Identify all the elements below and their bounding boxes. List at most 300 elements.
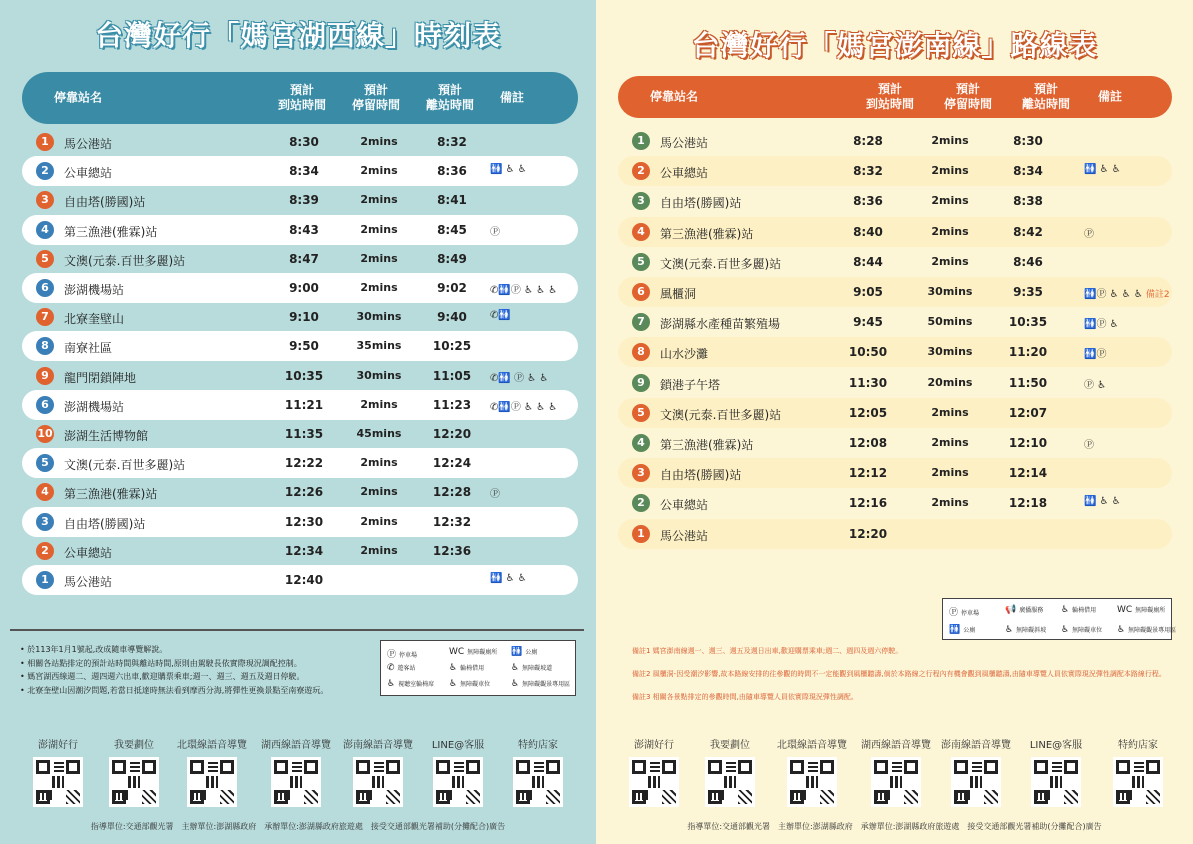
legend-label: 視聽室輪椅席 (398, 681, 435, 688)
station-name: 澎湖機場站 (64, 399, 125, 414)
table-row (22, 448, 578, 478)
table-row (618, 307, 1172, 337)
station-name: 風櫃洞 (660, 287, 697, 301)
table-row (22, 127, 578, 157)
depart-time: 12:14 (1008, 466, 1048, 481)
table-row (618, 428, 1172, 458)
qr-code-icon[interactable] (433, 757, 483, 807)
legend-label: 停車場 (961, 610, 980, 617)
table-row (22, 477, 578, 507)
facility-icons (1084, 285, 1170, 300)
legend-icon: ♿ (449, 663, 458, 673)
legend-icon: ♿ (511, 663, 520, 673)
stay-duration: 2mins (360, 397, 398, 411)
qr-code-icon[interactable] (705, 757, 755, 807)
station-number-badge: 10 (36, 425, 54, 443)
arrive-time: 8:47 (289, 251, 319, 266)
legend-icon: ✆ (387, 663, 395, 673)
facility-icons-text: 🚻Ⓟ ♿ ♿ ♿ (1084, 289, 1143, 300)
facility-icons-text: Ⓟ (1084, 228, 1094, 240)
arrive-time: 9:50 (289, 339, 319, 354)
note: 備註2 風櫃洞-因受潮汐影響,故本路線安排的往參觀的時間不一定能觀到風櫃聽濤,倘於本路線之行程內有機會觀到風櫃聽濤,由隨車導覽人員依實際現況彈性調配本路線行程。 (632, 670, 1166, 678)
arrive-time: 8:30 (289, 135, 319, 149)
legend-icon: ♿ (387, 679, 396, 689)
station-number-badge: 4 (36, 221, 54, 239)
header-remark: 備註 (500, 90, 525, 105)
qr-label: 澎南線語音導覽 (941, 740, 1011, 751)
depart-time: 12:07 (1008, 405, 1048, 420)
note: • 於113年1月1號起,改成隨車導覽解說。 (20, 645, 168, 654)
table-row (618, 247, 1172, 277)
depart-time: 8:36 (437, 164, 467, 179)
arrive-time: 12:08 (848, 436, 888, 450)
legend-item (449, 663, 484, 673)
depart-time: 9:02 (437, 281, 467, 295)
legend-icon: ♿ (1117, 625, 1126, 635)
header-station: 停靠站名 (54, 90, 103, 105)
station-number-badge: 7 (632, 313, 650, 331)
arrive-time: 11:30 (848, 375, 888, 390)
facility-icons (1084, 345, 1109, 360)
facility-icons (1084, 225, 1097, 240)
facility-icons (490, 485, 500, 500)
stay-duration: 20mins (927, 375, 973, 389)
station-name: 馬公港站 (660, 528, 709, 543)
header-stay: 預計 停留時間 (352, 83, 401, 112)
facility-icons-text: Ⓟ (490, 226, 500, 238)
stay-duration: 2mins (931, 405, 969, 419)
arrive-time: 10:50 (848, 345, 888, 360)
depart-time: 8:32 (437, 135, 467, 149)
left-footer: 指導單位:交通部觀光署 主辦單位:澎湖縣政府 承辦單位:澎湖縣政府旅遊處 接受交通部觀光署補助(分攤配合)廣告 (90, 822, 506, 831)
note: • 相關各站點排定的預計站時間與離站時間,原則由駕駛長依實際現況調配控制。 (20, 658, 302, 668)
depart-time: 12:32 (432, 514, 472, 529)
left-panel-huxi-line (0, 0, 596, 844)
arrive-time: 11:35 (284, 427, 324, 441)
facility-icons-text: Ⓟ ♿ (1084, 379, 1107, 391)
stay-duration: 30mins (927, 285, 973, 298)
header-arrive: 預計 到站時間 (866, 82, 915, 111)
table-row (618, 368, 1172, 398)
legend-label: 無障礙廁所 (467, 649, 498, 656)
station-number-badge: 4 (632, 223, 650, 241)
legend-icon: ♿ (511, 679, 520, 689)
legend-icon: ♿ (1061, 625, 1070, 635)
table-row (22, 215, 578, 245)
stay-duration: 2mins (931, 164, 969, 178)
station-name: 公車總站 (660, 166, 709, 181)
facility-icons-text: Ⓟ (490, 489, 500, 501)
facility-icons (1084, 436, 1097, 451)
stay-duration: 2mins (360, 251, 398, 265)
station-number-badge: 2 (36, 162, 54, 180)
station-name: 第三漁港(雅霖)站 (660, 438, 754, 452)
station-name: 文澳(元泰.百世多麗)站 (660, 407, 782, 422)
legend-item (511, 647, 537, 657)
facility-icons (1084, 527, 1087, 538)
qr-label: LINE@客服 (431, 740, 485, 751)
facility-icons (490, 223, 500, 238)
facility-icons (1084, 255, 1087, 266)
depart-time: 8:42 (1013, 224, 1043, 239)
qr-label: 我要劃位 (114, 740, 154, 751)
legend-icon: 🚻 (511, 647, 523, 657)
depart-time: 11:20 (1008, 345, 1048, 360)
arrive-time: 11:21 (284, 397, 324, 412)
stay-duration: 2mins (360, 135, 398, 148)
station-number-badge: 2 (36, 542, 54, 560)
depart-time: 8:49 (437, 251, 467, 266)
arrive-time: 8:32 (853, 164, 883, 179)
facility-icons-text: 🚻 ♿ ♿ (490, 164, 527, 176)
station-number-badge: 9 (632, 374, 650, 392)
depart-time: 11:50 (1008, 375, 1048, 390)
stay-duration: 2mins (360, 514, 398, 528)
qr-label: 澎湖好行 (38, 740, 78, 751)
arrive-time: 10:35 (284, 368, 324, 383)
qr-label: 北環線語音導覽 (777, 740, 847, 751)
note: 備註1 媽宮澎南線週一、週三、週五及週日出車,歡迎購票乘車;週二、週四及週六停駛。 (632, 647, 903, 655)
facility-icons-text: 🚻Ⓟ (1084, 349, 1107, 361)
legend-label: 公廁 (963, 627, 976, 634)
stay-duration: 50mins (927, 315, 973, 329)
qr-code-item[interactable] (428, 736, 488, 807)
facility-icons (1084, 406, 1087, 417)
station-number-badge: 6 (632, 283, 650, 301)
legend-label: 公廁 (525, 649, 538, 656)
stay-duration: 2mins (360, 485, 398, 499)
qr-code-item[interactable] (508, 736, 568, 807)
arrive-time: 9:05 (853, 285, 883, 299)
table-row (618, 398, 1172, 428)
qr-label: LINE@客服 (1029, 740, 1083, 751)
depart-time: 9:35 (1013, 285, 1043, 299)
legend-label: 輪椅借用 (460, 665, 485, 672)
left-notes (20, 643, 380, 697)
station-name: 文澳(元泰.百世多麗)站 (64, 253, 186, 268)
stay-duration: 30mins (356, 368, 402, 382)
header-stay: 預計 停留時間 (944, 82, 993, 111)
station-name: 山水沙灘 (660, 347, 709, 362)
table-row (22, 390, 578, 420)
qr-label: 澎湖好行 (634, 740, 674, 751)
depart-time: 12:36 (432, 543, 472, 558)
legend-item (949, 625, 975, 635)
legend-label: 無障礙坡道 (522, 665, 553, 672)
station-number-badge: 1 (36, 571, 54, 589)
legend-item (449, 647, 497, 657)
legend-icon: Ⓟ (387, 650, 397, 660)
left-divider (10, 629, 584, 631)
left-legend (380, 640, 576, 696)
facility-icons-text: ✆🚻Ⓟ ♿ ♿ ♿ (490, 401, 558, 413)
legend-label: 廣播服務 (1019, 607, 1044, 614)
stay-duration: 35mins (356, 339, 402, 353)
qr-code-item[interactable] (941, 736, 1011, 807)
legend-label: 無障礙廁所 (1135, 607, 1166, 614)
depart-time: 8:41 (437, 193, 467, 208)
station-number-badge: 6 (36, 279, 54, 297)
legend-label: 停車場 (399, 652, 418, 659)
right-legend (942, 598, 1177, 640)
facility-icons-text: Ⓟ (1084, 440, 1094, 451)
legend-label: 輪椅借用 (1072, 607, 1097, 614)
qr-code-item[interactable] (777, 736, 847, 807)
station-name: 馬公港站 (660, 136, 709, 150)
legend-label: 無障礙斜坡 (1016, 627, 1047, 634)
arrive-time: 8:44 (853, 254, 883, 269)
legend-label: 遊客站 (397, 665, 416, 672)
left-table-header (22, 72, 578, 124)
table-row (618, 217, 1172, 247)
table-row (618, 126, 1172, 156)
qr-code-icon[interactable] (951, 757, 1001, 807)
qr-label: 我要劃位 (710, 740, 750, 751)
arrive-time: 8:40 (853, 224, 883, 239)
arrive-time: 12:30 (284, 514, 324, 529)
left-page-title: 台灣好行「媽宮湖西線」時刻表 (94, 19, 501, 52)
qr-code-item[interactable] (261, 736, 331, 807)
station-name: 公車總站 (660, 498, 709, 513)
table-row (618, 458, 1172, 488)
depart-time: 8:34 (1013, 164, 1043, 179)
station-number-badge: 2 (632, 494, 650, 512)
arrive-time: 8:43 (289, 222, 319, 237)
table-row (618, 488, 1172, 518)
arrive-time: 8:28 (853, 134, 883, 148)
header-station: 停靠站名 (650, 89, 699, 104)
qr-code-item[interactable] (28, 736, 88, 807)
qr-code-icon[interactable] (787, 757, 837, 807)
station-number-badge: 1 (632, 525, 650, 543)
station-number-badge: 5 (36, 454, 54, 472)
stay-duration: 45mins (356, 427, 402, 440)
station-number-badge: 5 (632, 253, 650, 271)
stay-duration: 2mins (360, 193, 398, 207)
legend-icon: ♿ (449, 679, 458, 689)
table-row (22, 536, 578, 566)
facility-icons (490, 310, 511, 321)
depart-time: 12:18 (1008, 496, 1048, 511)
qr-code-icon[interactable] (1113, 757, 1163, 807)
depart-time: 8:46 (1013, 254, 1043, 269)
qr-label: 澎南線語音導覽 (343, 740, 413, 751)
legend-icon: 📢 (1005, 605, 1017, 615)
qr-code-item[interactable] (1108, 736, 1168, 807)
qr-code-icon[interactable] (33, 757, 83, 807)
qr-label: 特約店家 (1118, 740, 1158, 751)
legend-icon: 🚻 (949, 625, 961, 635)
facility-icons-text: ✆🚻 (490, 310, 511, 322)
legend-item (949, 605, 979, 618)
stay-duration: 2mins (931, 436, 969, 449)
note: • 北寮奎壁山因潮汐問題,若當日抵達時無法看到摩西分海,將彈性更換景點至南寮遊玩。 (20, 685, 329, 695)
station-name: 鎖港子午塔 (660, 377, 721, 392)
arrive-time: 12:22 (284, 456, 324, 471)
table-row (22, 273, 578, 303)
legend-item (387, 679, 434, 689)
stay-duration: 2mins (360, 543, 398, 557)
table-row (22, 419, 578, 449)
header-depart: 預計 離站時間 (1022, 82, 1071, 111)
legend-item (1061, 625, 1102, 635)
arrive-time: 9:10 (289, 310, 319, 325)
facility-icons-text: 🚻 ♿ ♿ (490, 573, 527, 584)
depart-time: 11:05 (432, 368, 472, 383)
right-footer: 指導單位:交通部觀光署 主辦單位:澎湖縣政府 承辦單位:澎湖縣政府旅遊處 接受交通部觀光署補助(分攤配合)廣告 (687, 822, 1102, 831)
facility-icons (490, 398, 557, 413)
arrive-time: 12:12 (848, 466, 888, 481)
qr-label: 湖西線語音導覽 (261, 740, 331, 751)
arrive-time: 8:39 (289, 193, 319, 208)
arrive-time: 12:40 (284, 573, 324, 587)
qr-code-item[interactable] (1026, 736, 1086, 807)
station-number-badge: 9 (36, 367, 54, 385)
qr-code-item[interactable] (177, 736, 247, 807)
remark-note-label: 備註2 (1145, 290, 1170, 300)
station-number-badge: 3 (36, 191, 54, 209)
stay-duration: 2mins (931, 224, 969, 238)
qr-code-item[interactable] (861, 736, 931, 807)
station-name: 北寮奎壁山 (64, 312, 125, 327)
header-depart: 預計 離站時間 (426, 83, 475, 112)
table-row (22, 565, 578, 595)
table-row (618, 337, 1172, 367)
legend-item (1117, 605, 1165, 615)
table-row (22, 244, 578, 274)
station-name: 澎湖生活博物館 (64, 429, 149, 443)
table-row (618, 277, 1172, 307)
facility-icons-text: 🚻 ♿ ♿ (1084, 496, 1121, 508)
legend-item (387, 647, 417, 660)
legend-icon: Ⓟ (949, 608, 959, 618)
depart-time: 8:45 (437, 222, 467, 237)
station-name: 公車總站 (64, 545, 113, 560)
stay-duration: 2mins (360, 222, 398, 236)
depart-time: 8:30 (1013, 134, 1043, 148)
facility-icons-text: ✆🚻Ⓟ ♿ ♿ ♿ (490, 285, 558, 296)
station-number-badge: 2 (632, 162, 650, 180)
station-number-badge: 6 (36, 396, 54, 414)
note: • 媽宮湖西線週二、週四週六出車,歡迎購票乘車;週一、週三、週五及週日停駛。 (20, 672, 305, 681)
depart-time: 12:28 (432, 485, 472, 500)
station-name: 馬公港站 (64, 137, 113, 151)
table-row (22, 331, 578, 361)
qr-code-icon[interactable] (871, 757, 921, 807)
arrive-time: 12:05 (848, 405, 888, 420)
legend-icon: ♿ (1005, 625, 1014, 635)
legend-item (511, 679, 570, 689)
station-name: 自由塔(勝國)站 (64, 195, 146, 210)
arrive-time: 12:34 (284, 543, 324, 558)
station-name: 南寮社區 (64, 341, 113, 356)
legend-item (1061, 605, 1096, 615)
depart-time: 8:38 (1013, 194, 1043, 209)
station-number-badge: 3 (632, 464, 650, 482)
stay-duration: 30mins (927, 345, 973, 359)
station-number-badge: 8 (36, 337, 54, 355)
qr-code-icon[interactable] (187, 757, 237, 807)
table-row (22, 302, 578, 332)
depart-time: 10:25 (432, 339, 472, 354)
stay-duration: 2mins (360, 281, 398, 294)
qr-code-item[interactable] (624, 736, 684, 807)
qr-label: 特約店家 (518, 740, 558, 751)
stay-duration: 2mins (931, 134, 969, 147)
legend-label: 無障礙車位 (1072, 627, 1103, 634)
qr-code-item[interactable] (343, 736, 413, 807)
stay-duration: 2mins (360, 164, 398, 178)
facility-icons (490, 573, 527, 584)
legend-label: 無障礙觀景專用區 (1128, 627, 1177, 634)
facility-icons (1084, 194, 1087, 205)
depart-time: 12:20 (432, 427, 472, 441)
station-name: 澎湖機場站 (64, 283, 125, 297)
legend-item (1005, 625, 1046, 635)
station-name: 龍門閉鎖陣地 (64, 370, 137, 385)
station-name: 自由塔(勝國)站 (64, 516, 146, 531)
table-row (22, 507, 578, 537)
header-arrive: 預計 到站時間 (278, 83, 327, 112)
qr-code-icon[interactable] (629, 757, 679, 807)
facility-icons (490, 281, 557, 296)
stay-duration: 2mins (360, 456, 398, 470)
stay-duration: 2mins (931, 496, 969, 510)
station-name: 公車總站 (64, 166, 113, 181)
arrive-time: 8:34 (289, 164, 319, 179)
qr-code-icon[interactable] (1031, 757, 1081, 807)
legend-icon: WC (1117, 605, 1133, 615)
facility-icons (490, 164, 527, 175)
station-name: 文澳(元泰.百世多麗)站 (660, 256, 782, 271)
qr-code-icon[interactable] (109, 757, 159, 807)
station-number-badge: 5 (36, 250, 54, 268)
arrive-time: 9:45 (853, 315, 883, 330)
right-table-header (618, 76, 1172, 118)
legend-item (449, 679, 490, 689)
qr-code-icon[interactable] (353, 757, 403, 807)
table-row (22, 361, 578, 391)
legend-icon: ♿ (1061, 605, 1070, 615)
table-row (618, 156, 1172, 186)
legend-item (1117, 625, 1176, 635)
facility-icons (1084, 496, 1124, 507)
depart-time: 11:23 (432, 397, 472, 412)
legend-item (511, 663, 552, 673)
stay-duration: 2mins (931, 466, 969, 480)
station-number-badge: 7 (36, 308, 54, 326)
station-number-badge: 1 (632, 132, 650, 150)
station-number-badge: 3 (632, 192, 650, 210)
legend-item (387, 663, 416, 673)
table-row (618, 186, 1172, 216)
facility-icons (1084, 315, 1122, 330)
facility-icons-text: 🚻Ⓟ ♿ (1084, 319, 1119, 331)
table-row (618, 519, 1172, 549)
station-name: 文澳(元泰.百世多麗)站 (64, 458, 186, 473)
arrive-time: 12:26 (284, 485, 324, 500)
qr-code-icon[interactable] (271, 757, 321, 807)
station-name: 自由塔(勝國)站 (660, 468, 742, 483)
qr-code-item[interactable] (104, 736, 164, 807)
station-name: 澎湖縣水產種苗繁殖場 (660, 317, 781, 332)
legend-label: 無障礙車位 (460, 681, 491, 688)
station-number-badge: 4 (632, 434, 650, 452)
qr-label: 湖西線語音導覽 (861, 740, 931, 751)
qr-code-icon[interactable] (513, 757, 563, 807)
qr-code-item[interactable] (700, 736, 760, 807)
header-remark: 備註 (1098, 89, 1123, 104)
